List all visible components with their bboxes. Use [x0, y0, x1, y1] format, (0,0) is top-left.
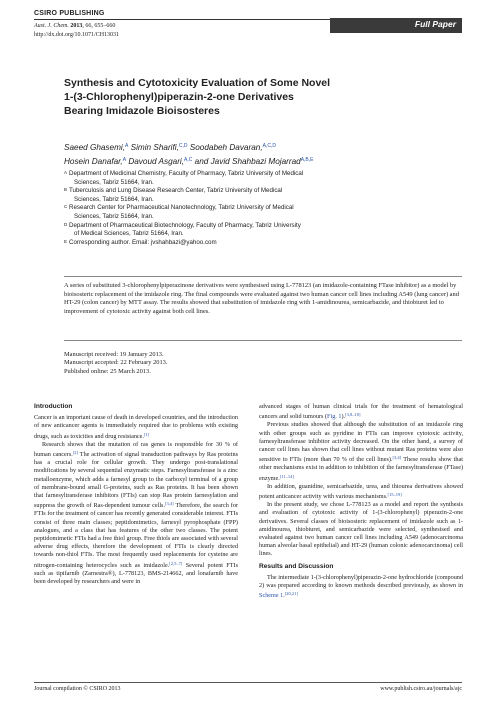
citation-ref[interactable]: [15–19] — [387, 492, 402, 498]
affiliation-item — [64, 204, 404, 213]
author-affil-mark[interactable]: A — [125, 143, 129, 149]
citation-ref[interactable]: [1] — [143, 431, 150, 437]
citation-ref[interactable]: [3,8–10] — [345, 412, 361, 418]
publisher-name: CSIRO PUBLISHING — [34, 10, 105, 17]
affiliation-item — [64, 222, 404, 231]
affiliation-mark: D — [64, 221, 68, 227]
section-heading-results: Results and Discussion — [259, 562, 334, 570]
author-affil-mark[interactable]: C,D — [178, 143, 188, 149]
paragraph: advanced stages of human clinical trials for the treatment of hematological cancers and solid tumours (Fig. 1).[3,8–10] — [259, 403, 463, 421]
author-name: Simin Sharifi, — [130, 143, 179, 152]
manuscript-dates — [64, 351, 167, 376]
affiliation-text: Department of Pharmaceutical Biotechnology, Faculty of Pharmacy, Tabriz University — [69, 221, 301, 229]
affiliation-text-cont: Sciences, Tabriz 51664, Iran. — [74, 178, 154, 186]
footer-copyright: Journal compilation © CSIRO 2013 — [34, 686, 121, 692]
author-name: Saeed Ghasemi, — [64, 143, 125, 152]
journal-name: Aust. J. Chem. — [34, 23, 69, 29]
affiliation-mark: E — [64, 238, 68, 244]
affiliation-text: Research Center for Pharmaceutical Nanotechnology, Tabriz University of Medical — [69, 204, 294, 212]
scheme-link[interactable]: Scheme 1 — [259, 592, 284, 600]
author-name: Soodabeh Davaran, — [189, 143, 263, 152]
citation-ref[interactable]: [2,5–7] — [169, 560, 183, 566]
corresponding-author[interactable] — [64, 239, 404, 248]
citation-ref[interactable]: [3,4] — [392, 455, 402, 461]
paragraph: The intermediate 1-(3-chlorophenyl)piperazin-2-one hydrochloride (compound 2) was prepared according to known methods described previously, as shown in Scheme 1.[20,21] — [259, 573, 463, 600]
citation-ref[interactable]: [20,21] — [284, 591, 298, 597]
paragraph: Research shows that the mutation of ras genes is responsible for 30 % of human cancers.[2] The activation of signal transduction pathways by Ras proteins has a crucial role for cellular growth. They undergo post-translational modifications by several sequential enzymatic steps. Farnesyltransferase is a zinc metalloenzyme, which adds a farnesyl group to the carboxyl terminal of a group of membrane-bound small G-proteins, such as Ras proteins. It has been shown that farnesyltransferase inhibitors (FTIs) can stop Ras protein farnesylation and suppress the growth of Ras-dependent tumour cells.[3,4] Therefore, the search for FTIs for the treatment of cancer has recently generated considerable interest. FTIs consist of three main classes; peptidomimetics, farnesyl pyrophosphate (FPP) analogues, and a class that has features of the other two classes. The potent peptidomimetic FTIs had a free thiol group. Free thiols are associated with several adverse drug effects, therefore the development of FTIs is clearly directed towards non-thiol FTIs. The most frequently used replacements for cysteine are nitrogen-containing heterocycles such as imidazole.[2,5–7] Several potent FTIs such as tipifarnib (Zarnestra®), L-778123, BMS-214662, and lonafarnib have been developed by researchers and were in — [34, 440, 239, 586]
body-column-right — [259, 403, 463, 600]
author-affil-mark[interactable]: A,C,D — [262, 143, 276, 149]
affiliation-mark: C — [64, 204, 68, 210]
citation-ref[interactable]: [3,4] — [165, 501, 174, 507]
affiliations — [64, 170, 404, 247]
author-affil-mark[interactable]: A,B,E — [300, 157, 314, 163]
article-title — [64, 76, 404, 118]
body-column-left — [34, 403, 238, 586]
corresponding-email[interactable]: Corresponding author. Email: jvshahbazi@yahoo.com — [69, 238, 217, 246]
author-name: and Javid Shahbazi Mojarrad — [194, 157, 301, 166]
title-line: Bearing Imidazole Bioisosteres — [64, 105, 220, 117]
date-published: Published online: 25 March 2013. — [64, 367, 151, 375]
affiliation-text-cont: Sciences, Tabriz 51664, Iran. — [74, 195, 154, 203]
affiliation-mark: A — [64, 170, 68, 175]
doi-link[interactable]: http://dx.doi.org/10.1071/CH13031 — [34, 32, 120, 38]
citation-ref[interactable]: [11–14] — [279, 473, 294, 479]
paragraph: In the present study, we chose L-778123 as a model and report the synthesis and evaluation of cytotoxic activity of 1-(3-chlorophenyl) piperazin-2-one derivatives. Several classes of bioisosteric replacement of imidazole such as 1-amidinourea, thiobiuret, and semicarbazide were selected, synthesised and evaluated against two human cancer cell lines including A549 (adenocarcinoma human alveolar basal epithelial) and HT-29 (human colonic adenocarcinoma) cell lines. — [259, 501, 463, 558]
affiliation-text: Department of Medicinal Chemistry, Faculty of Pharmacy, Tabriz University of Medical — [69, 170, 304, 177]
title-line: Synthesis and Cytotoxicity Evaluation of Some Novel — [64, 77, 331, 89]
paragraph: In addition, guanidine, semicarbazide, urea, and thiourea derivatives showed potent anticancer activity with various mechanisms.[15–19] — [259, 482, 463, 501]
article-type-label: Full Paper — [414, 19, 456, 29]
affiliation-item — [64, 170, 404, 179]
author-affil-mark[interactable]: A — [122, 157, 127, 163]
citation — [34, 22, 119, 40]
abstract: A series of substituted 3-chlorophenylpiperazinone derivatives were synthesised using L-778123 (an imidazole-containing FTase inhibitor) as a model by bioisosteric replacement of the imidazole ring. The final compounds were evaluated against two human cancer cell lines including A549 (lung cancer) and HT-29 (colon cancer) by MTT assay. The results showed that substitution of imidazole ring with 1-amidinourea, semicarbazide, and thiobiuret led to improvement of cytotoxic activity against both cell lines. — [64, 282, 459, 315]
affiliation-text-cont: Sciences, Tabriz 51664, Iran. — [74, 212, 154, 220]
author-affil-mark[interactable]: A,C — [184, 157, 193, 163]
author-list — [64, 140, 444, 168]
author-name: Hosein Danafar, — [64, 157, 123, 166]
paragraph: Previous studies showed that although the substitution of an imidazole ring with other groups such as pyridine in FTIs can improve cytotoxic activity, farnesyltransferase inhibitor activity decreased. On the other hand, a survey of cancer cell lines has shown that cell lines without mutant Ras proteins were also sensitive to FTIs (more than 70 % of the cell lines).[3,4] These results show that other mechanisms exist in addition to inhibition of the farnesyltransferase (FTase) enzyme.[11–14] — [259, 421, 463, 482]
date-accepted: Manuscript accepted: 22 February 2013. — [64, 359, 168, 367]
footer-url[interactable]: www.publish.csiro.au/journals/ajc — [380, 686, 462, 692]
affiliation-mark: B — [64, 187, 68, 193]
affiliation-item — [64, 187, 404, 196]
volume-pages: , 66, 655–660 — [82, 23, 116, 29]
affiliation-text: Tuberculosis and Lung Disease Research Center, Tabriz University of Medical — [69, 187, 283, 195]
affiliation-text-cont: of Medical Sciences, Tabriz 51664, Iran. — [74, 230, 184, 238]
paragraph: Cancer is an important cause of death in developed countries, and the introduction of new anticancer agents is immediately required due to problems with existing drugs, such as toxicities and drug resistance.[1] — [34, 414, 238, 440]
abstract-top-rule — [64, 276, 462, 277]
abstract-bottom-rule — [64, 340, 462, 341]
footer-rule — [34, 682, 462, 683]
author-name: Davoud Asgari, — [128, 157, 185, 166]
date-received: Manuscript received: 19 January 2013. — [64, 351, 164, 358]
section-heading-introduction: Introduction — [34, 403, 73, 410]
journal-year: 2013 — [70, 23, 83, 29]
figure-link[interactable]: Fig. 1 — [327, 413, 342, 421]
title-line: 1-(3-Chlorophenyl)piperazin-2-one Derivatives — [64, 91, 294, 103]
citation-ref[interactable]: [2] — [72, 450, 79, 456]
